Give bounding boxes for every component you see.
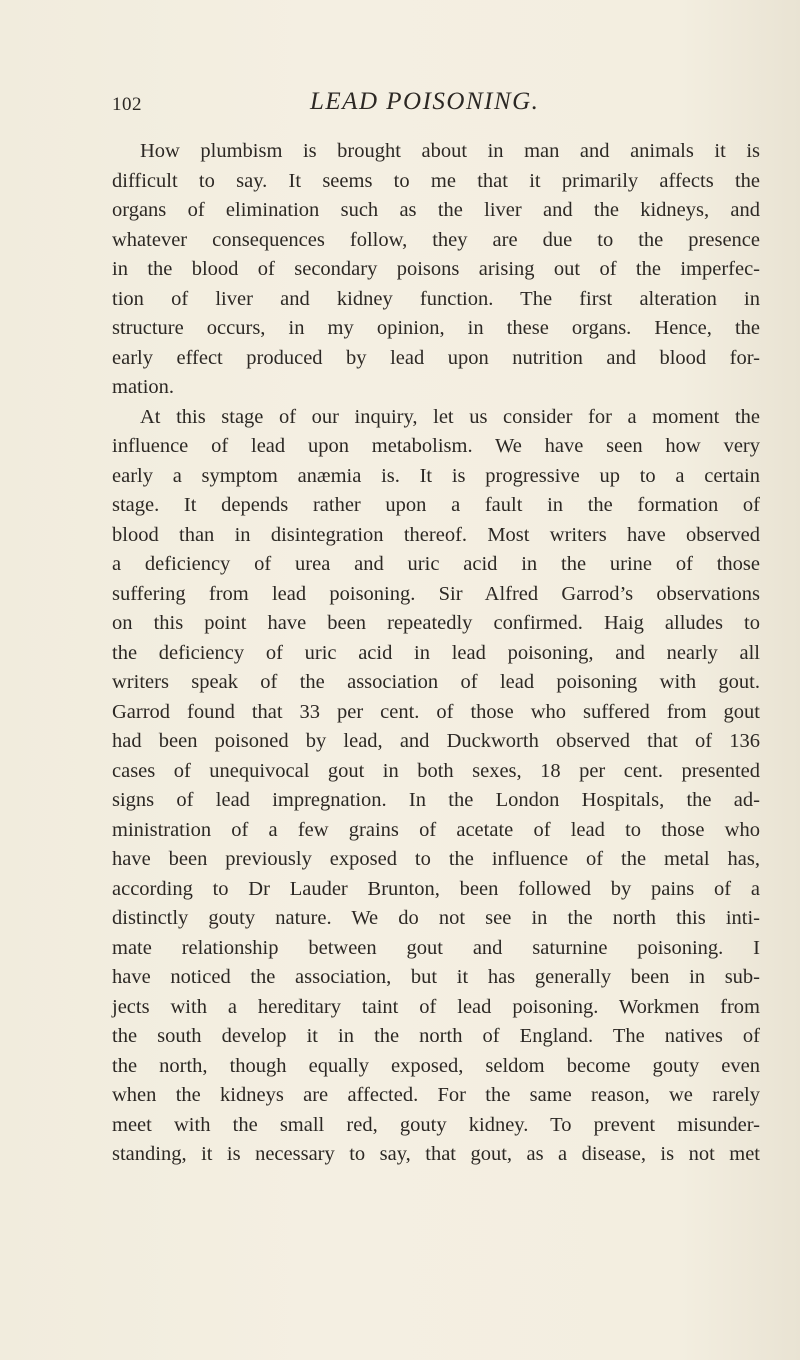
text-line: meet with the small red, gouty kidney. To prevent misunder- [112, 1113, 760, 1136]
text-line: blood than in disintegration thereof. Most writers have observed [112, 523, 760, 546]
text-line: How plumbism is brought about in man and animals it is [140, 140, 760, 162]
text-line: on this point have been repeatedly confirmed. Haig alludes to [112, 612, 760, 634]
text-line: early a symptom anæmia is. It is progressive up to a certain [112, 464, 760, 487]
text-line: influence of lead upon metabolism. We have seen how very [112, 435, 760, 457]
page-header [0, 88, 800, 118]
text-line: stage. It depends rather upon a fault in the formation of [112, 494, 760, 516]
running-head: LEAD POISONING. [310, 88, 540, 115]
text-line: organs of elimination such as the liver and the kidneys, and [112, 199, 760, 221]
text-line: whatever consequences follow, they are due to the presence [112, 228, 760, 251]
text-line: cases of unequivocal gout in both sexes, 18 per cent. presented [112, 759, 760, 782]
text-line: a deficiency of urea and uric acid in the urine of those [112, 553, 760, 575]
text-line: suffering from lead poisoning. Sir Alfred Garrod’s observations [112, 582, 760, 605]
text-line: the north, though equally exposed, seldom become gouty even [112, 1054, 760, 1077]
text-line: when the kidneys are affected. For the same reason, we rarely [112, 1084, 760, 1106]
text-line: have been previously exposed to the influence of the metal has, [112, 848, 760, 870]
text-line: difficult to say. It seems to me that it primarily affects the [112, 169, 760, 192]
text-line: standing, it is necessary to say, that gout, as a disease, is not met [112, 1143, 760, 1165]
text-line: mation. [112, 376, 175, 398]
text-line: early effect produced by lead upon nutrition and blood for- [112, 346, 760, 369]
text-line: jects with a hereditary taint of lead poisoning. Workmen from [112, 995, 760, 1018]
text-line: tion of liver and kidney function. The first alteration in [112, 287, 760, 310]
text-line: the south develop it in the north of England. The natives of [112, 1025, 760, 1047]
text-line: in the blood of secondary poisons arising out of the imperfec- [112, 258, 760, 280]
text-line: Garrod found that 33 per cent. of those who suffered from gout [112, 700, 760, 723]
text-line: the deficiency of uric acid in lead poisoning, and nearly all [112, 641, 760, 664]
text-line: ministration of a few grains of acetate of lead to those who [112, 818, 760, 841]
paragraph [112, 403, 760, 1170]
text-line: had been poisoned by lead, and Duckworth observed that of 136 [112, 730, 760, 752]
text-line: distinctly gouty nature. We do not see in the north this inti- [112, 907, 760, 929]
paragraph [112, 137, 760, 403]
text-line: At this stage of our inquiry, let us consider for a moment the [140, 405, 760, 428]
page-number: 102 [112, 94, 142, 115]
text-line: according to Dr Lauder Brunton, been followed by pains of a [112, 877, 760, 900]
text-line: have noticed the association, but it has generally been in sub- [112, 966, 760, 988]
body-text [112, 137, 760, 1170]
text-line: mate relationship between gout and saturnine poisoning. I [112, 936, 760, 959]
text-line: signs of lead impregnation. In the London Hospitals, the ad- [112, 789, 760, 811]
text-line: structure occurs, in my opinion, in these organs. Hence, the [112, 317, 760, 339]
text-line: writers speak of the association of lead poisoning with gout. [112, 671, 760, 693]
